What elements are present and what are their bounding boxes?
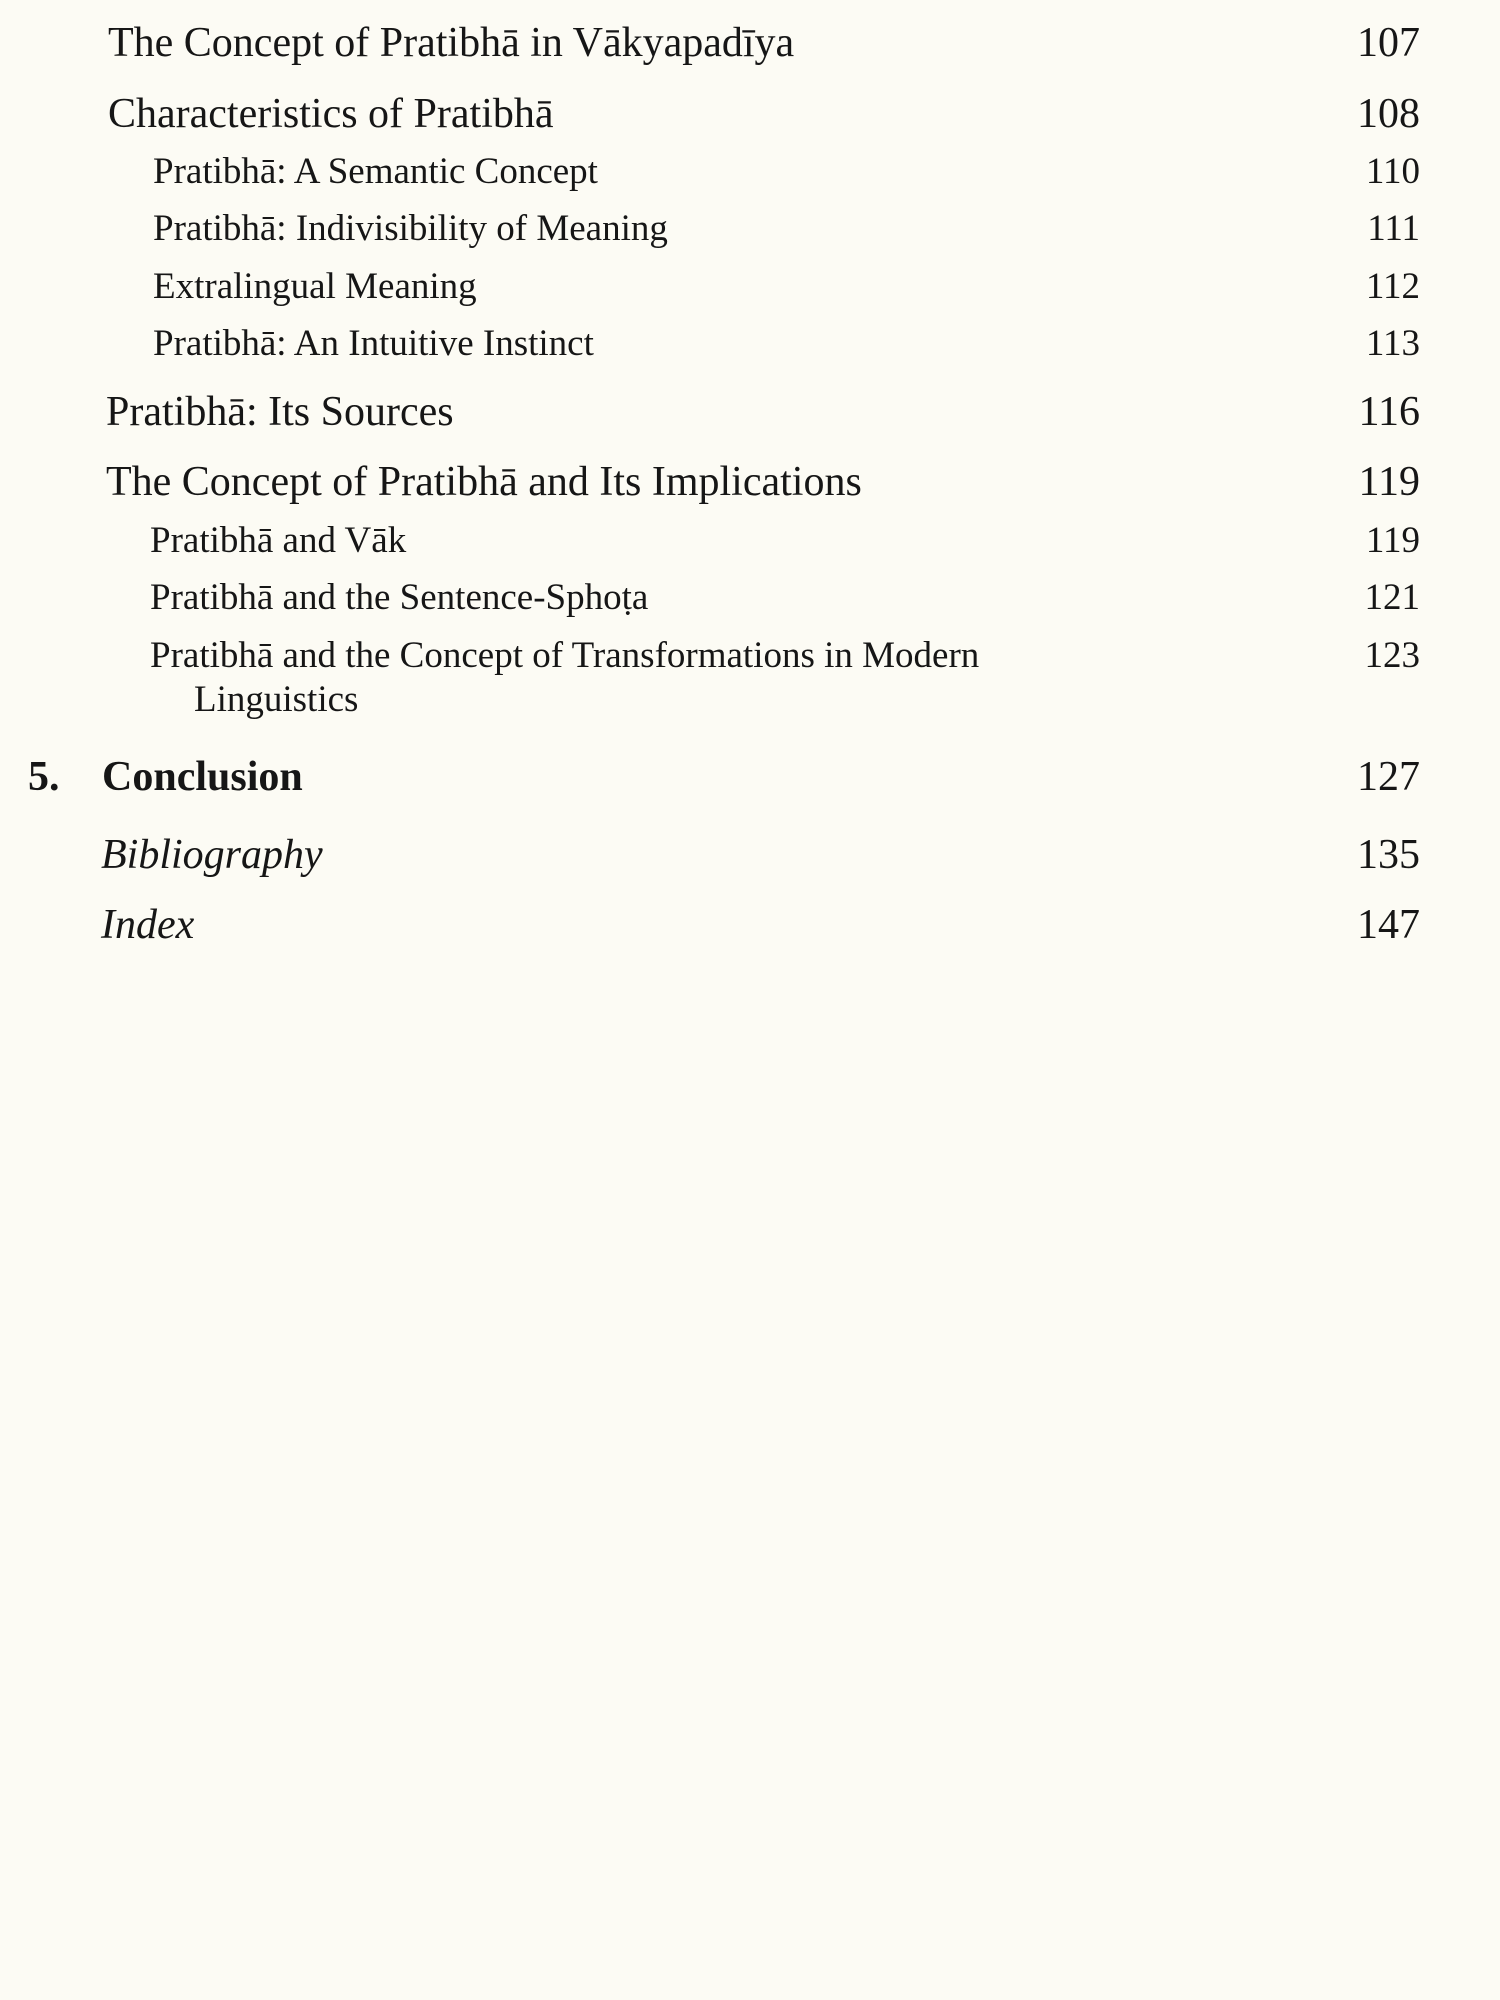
toc-entry-page: 119 bbox=[1358, 459, 1420, 505]
toc-entry-title: Pratibhā: An Intuitive Instinct bbox=[153, 323, 594, 364]
toc-entry-title: Extralingual Meaning bbox=[153, 266, 477, 307]
toc-entry-title: Pratibhā and the Concept of Transformations in Modern bbox=[150, 635, 980, 676]
toc-entry-title: Pratibhā: A Semantic Concept bbox=[153, 151, 598, 192]
toc-entry-page: 135 bbox=[1357, 832, 1420, 878]
toc-entry-title: The Concept of Pratibhā in Vākyapadīya bbox=[108, 20, 795, 66]
toc-entry-title: Characteristics of Pratibhā bbox=[108, 91, 554, 137]
toc-entry-title: Pratibhā: Its Sources bbox=[106, 389, 454, 435]
toc-entry-title: Bibliography bbox=[101, 832, 323, 878]
toc-entry-page: 127 bbox=[1357, 754, 1420, 800]
toc-entry-page: 107 bbox=[1357, 20, 1420, 66]
toc-entry-page: 119 bbox=[1365, 520, 1420, 561]
toc-entry-page: 123 bbox=[1364, 635, 1420, 676]
toc-entry-page: 112 bbox=[1365, 266, 1420, 307]
toc-entry-page: 116 bbox=[1358, 389, 1420, 435]
toc-entry-page: 147 bbox=[1357, 902, 1420, 948]
chapter-number: 5. bbox=[28, 754, 60, 800]
toc-entry-title: Index bbox=[101, 902, 195, 948]
toc-entry-page: 113 bbox=[1365, 323, 1420, 364]
toc-entry-title: Pratibhā: Indivisibility of Meaning bbox=[153, 208, 668, 249]
toc-entry-title: Conclusion bbox=[102, 754, 303, 800]
toc-entry-title: The Concept of Pratibhā and Its Implications bbox=[106, 459, 862, 505]
toc-entry-page: 111 bbox=[1367, 208, 1420, 249]
toc-entry-title: Pratibhā and Vāk bbox=[150, 520, 407, 561]
toc-entry-page: 110 bbox=[1365, 151, 1420, 192]
toc-entry-page: 108 bbox=[1357, 91, 1420, 137]
toc-entry-title-continuation: Linguistics bbox=[194, 679, 359, 720]
toc-entry-title: Pratibhā and the Sentence-Sphoṭa bbox=[150, 577, 649, 618]
toc-entry-page: 121 bbox=[1364, 577, 1420, 618]
